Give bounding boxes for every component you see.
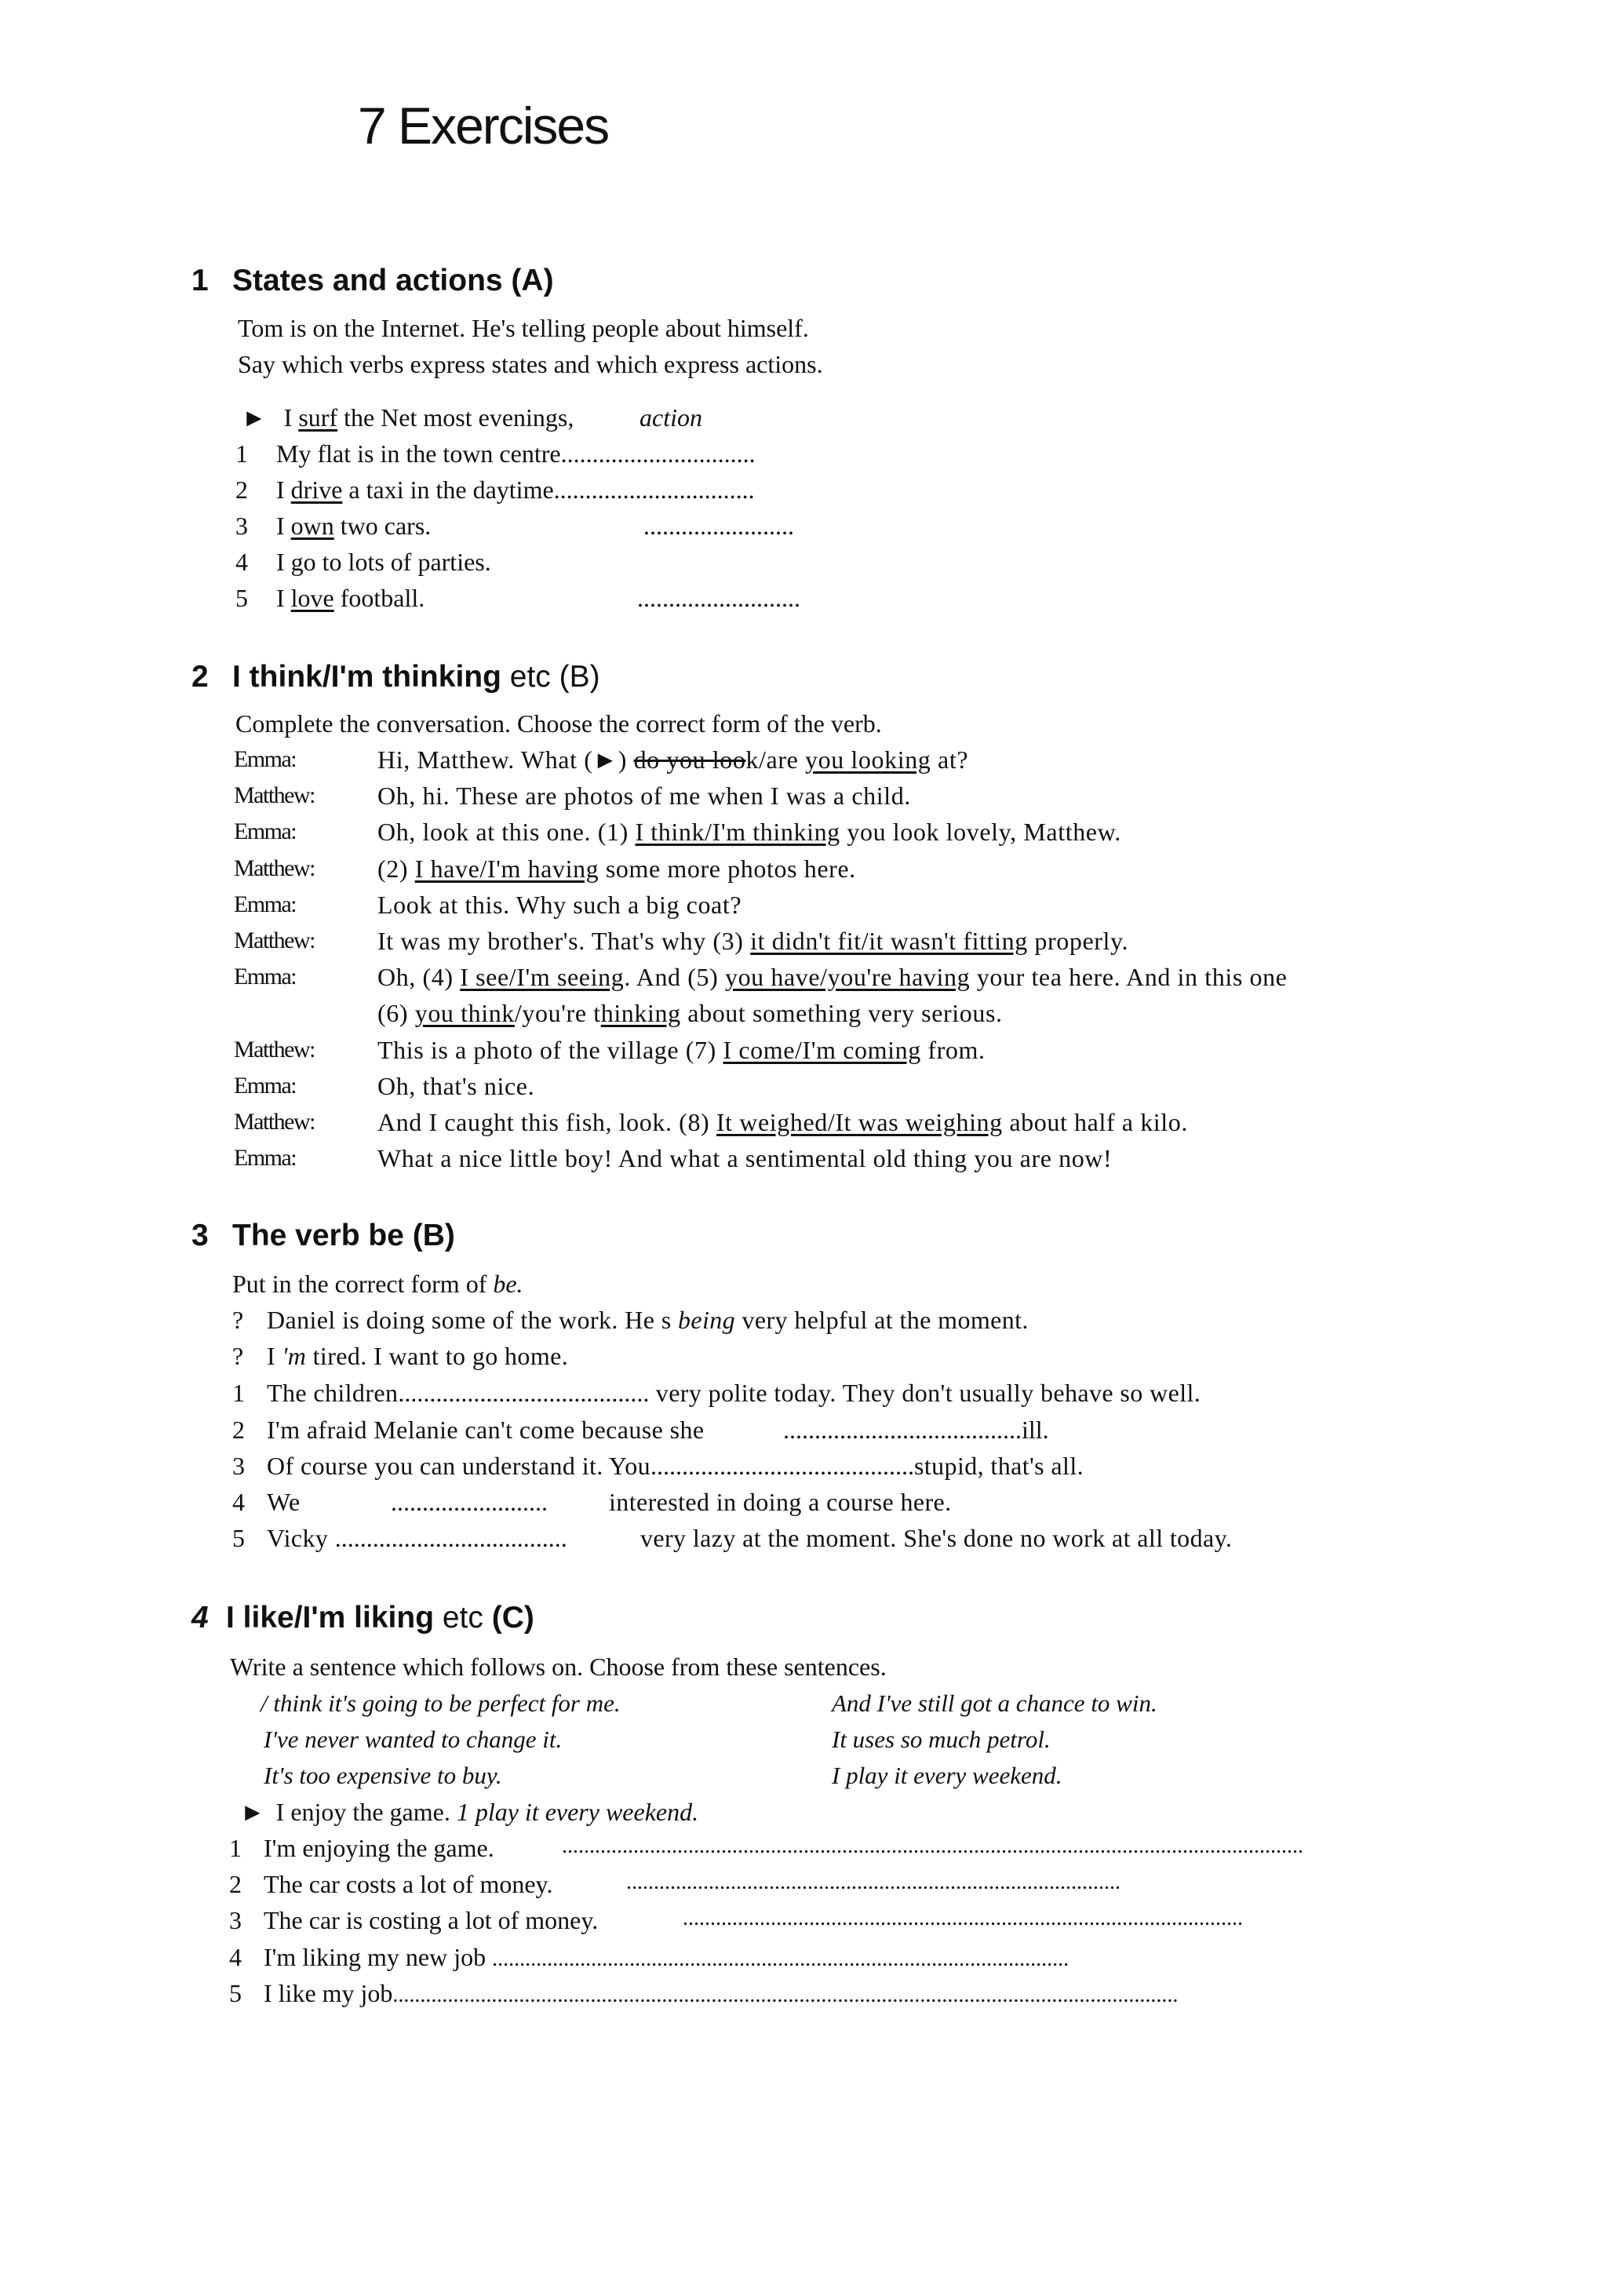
- dialogue-speaker: Emma:: [234, 964, 297, 989]
- choice-sentence: I've never wanted to change it.: [264, 1726, 563, 1753]
- dialogue-speaker: Matthew:: [234, 928, 315, 953]
- section-4-title: I like/I'm liking etc (C): [226, 1601, 534, 1635]
- section-3-item-rest: interested in doing a course here.: [609, 1488, 952, 1516]
- choice-sentence: I play it every weekend.: [832, 1762, 1062, 1789]
- dialogue-line: It was my brother's. That's why (3) it didn't fit/it wasn't fitting properly.: [377, 927, 1129, 955]
- verb-choice: you have/you're having: [724, 963, 971, 991]
- dialogue-speaker: Emma:: [234, 1073, 297, 1099]
- answer-blank: ........................................: [398, 1379, 650, 1407]
- section-2-title: I think/I'm thinking etc (B): [232, 660, 600, 694]
- dialogue-speaker: Emma:: [234, 891, 297, 917]
- choice-sentence: It uses so much petrol.: [832, 1726, 1051, 1753]
- section-1-item: 5 I love football.: [235, 584, 425, 612]
- answer-blank: ................................: [553, 476, 755, 504]
- section-1-instruction-1: Tom is on the Internet. He's telling people about himself.: [238, 314, 809, 342]
- dialogue-line: This is a photo of the village (7) I come/I'm coming from.: [377, 1036, 986, 1064]
- choice-sentence: And I've still got a chance to win.: [832, 1689, 1157, 1717]
- verb-choice: you think: [414, 999, 515, 1027]
- dialogue-line: (2) I have/I'm having some more photos here.: [377, 855, 856, 883]
- answer-blank: ..........................: [637, 584, 800, 612]
- answer-blank: ..........................................: [650, 1452, 914, 1480]
- verb-choice: I see/I'm seeing: [460, 963, 625, 991]
- section-3-item: 5 Vicky .....................................: [232, 1524, 567, 1552]
- section-3-item: 4 We: [232, 1488, 301, 1516]
- verb-choice: I have/I'm having: [414, 855, 599, 883]
- choice-sentence: / think it's going to be perfect for me.: [261, 1689, 621, 1717]
- dialogue-line: Hi, Matthew. What (►) do you look/are you looking at?: [377, 745, 969, 774]
- page-title: 7 Exercises: [358, 97, 609, 155]
- section-3-example: ? I 'm tired. I want to go home.: [232, 1342, 569, 1370]
- answer-blank: ......................................................................................................: [683, 1906, 1243, 1930]
- answer-blank: ..........................................................................................: [626, 1870, 1121, 1894]
- section-2-number: 2: [191, 660, 209, 694]
- dialogue-speaker: Matthew:: [234, 855, 315, 881]
- dialogue-speaker: Matthew:: [234, 1109, 315, 1135]
- section-1-number: 1: [191, 264, 209, 297]
- dialogue-line: Look at this. Why such a big coat?: [377, 891, 742, 919]
- answer-blank: ........................: [643, 512, 794, 540]
- answer-blank: ......................................: [783, 1416, 1022, 1444]
- answer-blank: .......................................................................................................................................: [562, 1834, 1303, 1858]
- section-4-item: 5 I like my job...............................................................................................................................................: [229, 1979, 1179, 2007]
- section-1-item: 3 I own two cars.: [235, 512, 432, 540]
- section-1-item: 2 I drive a taxi in the daytime................................: [235, 476, 755, 504]
- dialogue-speaker: Matthew:: [234, 782, 315, 808]
- dialogue-line: Oh, that's nice.: [377, 1072, 535, 1100]
- section-1-item: 1 My flat is in the town centre...............................: [235, 439, 756, 468]
- section-1-example: ► I surf the Net most evenings,: [242, 403, 574, 432]
- section-4-item: 1 I'm enjoying the game.: [229, 1834, 494, 1862]
- answer-blank: .........................: [391, 1488, 548, 1516]
- example-marker-icon: ►: [242, 403, 267, 432]
- dialogue-line: Oh, hi. These are photos of me when I was a child.: [377, 782, 911, 810]
- section-4-example: ► I enjoy the game. 1 play it every weekend.: [240, 1798, 699, 1826]
- section-3-item: 1 The children........................................ very polite today. They don't usually behave so well.: [232, 1379, 1201, 1407]
- section-1-title: States and actions (A): [232, 264, 554, 297]
- section-1-item: 4 I go to lots of parties.: [235, 548, 491, 576]
- choice-sentence: It's too expensive to buy.: [264, 1762, 502, 1789]
- dialogue-line: (6) you think/you're thinking about something very serious.: [377, 999, 1003, 1027]
- answer-blank: ...............................: [560, 439, 756, 468]
- verb-choice: you looking: [805, 745, 931, 774]
- dialogue-speaker: Emma:: [234, 1145, 297, 1171]
- section-4-item: 4 I'm liking my new job .........................................................................................................: [229, 1943, 1070, 1971]
- section-3-item-blank: ......................................ill.: [783, 1416, 1049, 1444]
- section-3-instruction: Put in the correct form of be.: [232, 1270, 523, 1298]
- dialogue-speaker: Emma:: [234, 818, 297, 844]
- answer-blank: ...............................................................................................................................................: [392, 1983, 1179, 2007]
- verb-choice: I come/I'm coming: [723, 1036, 921, 1064]
- section-3-item-rest: very lazy at the moment. She's done no work at all today.: [640, 1524, 1233, 1552]
- section-3-example: ? Daniel is doing some of the work. He s being very helpful at the moment.: [232, 1306, 1029, 1334]
- dialogue-line: Oh, (4) I see/I'm seeing. And (5) you have/you're having your tea here. And in this one: [377, 963, 1288, 991]
- section-3-item: 2 I'm afraid Melanie can't come because she: [232, 1416, 705, 1444]
- answer-blank: .....................................: [334, 1524, 567, 1552]
- verb-choice: it didn't fit/it wasn't fitting: [750, 927, 1028, 955]
- dialogue-speaker: Matthew:: [234, 1037, 315, 1062]
- dialogue-speaker: Emma:: [234, 746, 297, 772]
- section-2-instruction: Complete the conversation. Choose the correct form of the verb.: [235, 709, 882, 738]
- section-3-item: 3 Of course you can understand it. You..........................................stupid, that's all.: [232, 1452, 1084, 1480]
- verb-choice: hinking: [600, 999, 681, 1027]
- verb-choice: I think/I'm thinking: [635, 818, 840, 846]
- section-4-instruction: Write a sentence which follows on. Choose from these sentences.: [230, 1653, 887, 1681]
- section-3-number: 3: [191, 1219, 209, 1252]
- section-4-item: 2 The car costs a lot of money.: [229, 1870, 553, 1898]
- section-3-title: The verb be (B): [232, 1219, 455, 1252]
- section-4-item: 3 The car is costing a lot of money.: [229, 1906, 599, 1934]
- section-4-number: 4: [191, 1601, 209, 1635]
- verb-choice: It weighed/It was weighing: [716, 1108, 1003, 1136]
- section-1-instruction-2: Say which verbs express states and which express actions.: [238, 350, 823, 378]
- dialogue-line: And I caught this fish, look. (8) It weighed/It was weighing about half a kilo.: [377, 1108, 1188, 1136]
- dialogue-line: What a nice little boy! And what a sentimental old thing you are now!: [377, 1144, 1113, 1172]
- answer-blank: .........................................................................................................: [492, 1947, 1070, 1971]
- example-marker-icon: ►: [240, 1798, 265, 1826]
- dialogue-line: Oh, look at this one. (1) I think/I'm thinking you look lovely, Matthew.: [377, 818, 1121, 846]
- section-1-example-answer: action: [640, 403, 702, 432]
